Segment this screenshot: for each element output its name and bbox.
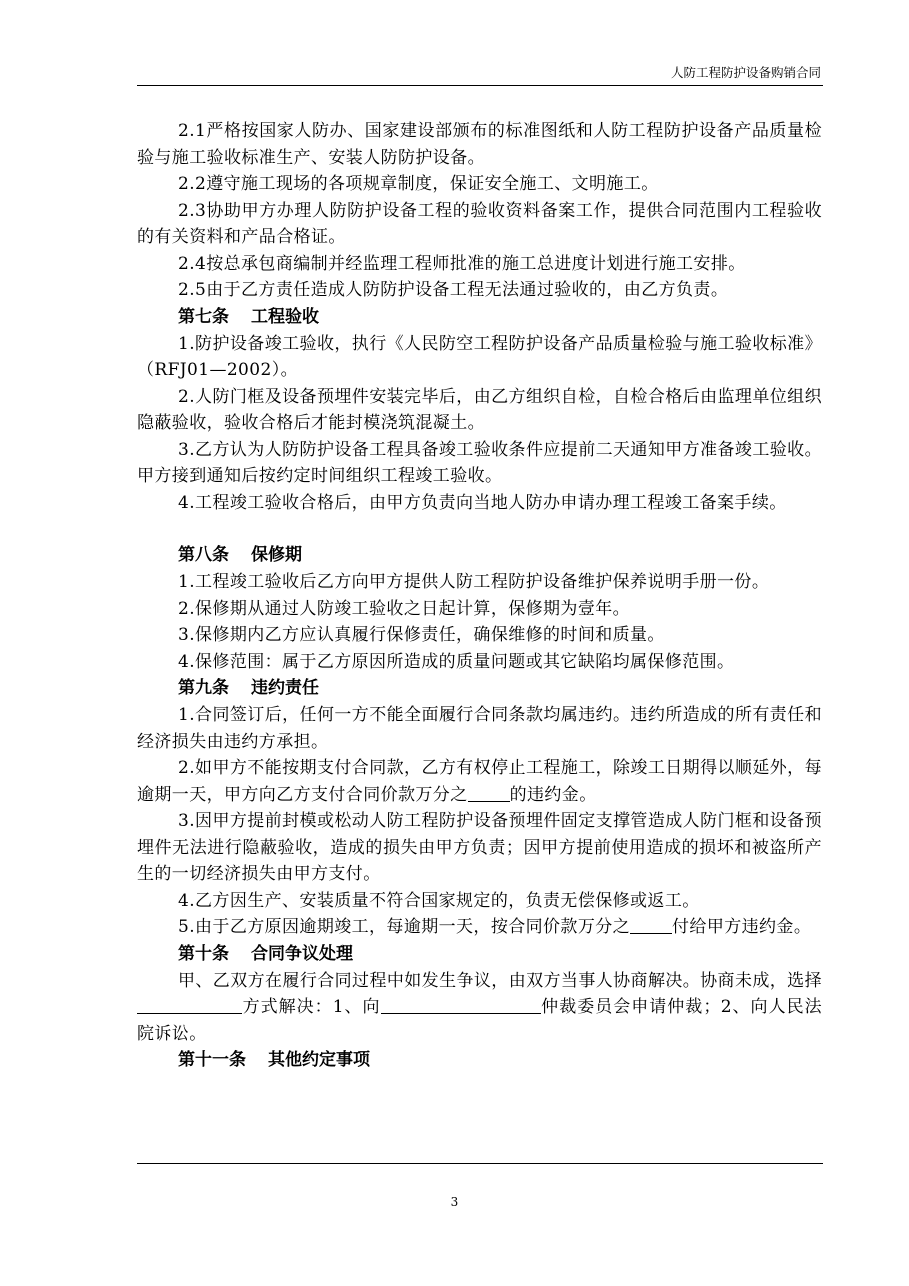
header-title: 人防工程防护设备购销合同 (670, 65, 821, 80)
article-9-item-5-text-b: 付给甲方违约金。 (672, 917, 812, 937)
penalty-rate-blank[interactable] (468, 784, 510, 802)
article-8-number: 第八条 (178, 545, 229, 565)
article-11-heading (137, 1047, 822, 1074)
article-7-item-1: 1.防护设备竣工验收，执行《人民防空工程防护设备产品质量检验与施工验收标准》（RFJ01—2002）。 (137, 333, 822, 380)
article-8-heading (137, 542, 822, 569)
article-7-item-3: 3.乙方认为人防防护设备工程具备竣工验收条件应提前二天通知甲方准备竣工验收。甲方接到通知后按约定时间组织工程竣工验收。 (137, 439, 822, 486)
article-9-item-4: 4.乙方因生产、安装质量不符合国家规定的，负责无偿保修或返工。 (178, 890, 700, 911)
resolution-method-blank[interactable] (137, 996, 242, 1014)
delay-penalty-blank[interactable] (630, 916, 672, 934)
article-10-text-c: 仲裁委员会申请仲裁；2、向人民法院诉讼。 (137, 997, 823, 1044)
article-7-number: 第七条 (178, 306, 229, 327)
article-9-title: 违约责任 (251, 678, 319, 698)
clause-2-4: 2.4按总承包商编制并经监理工程师批准的施工总进度计划进行施工安排。 (178, 253, 746, 274)
article-7-item-4: 4.工程竣工验收合格后，由甲方负责向当地人防办申请办理工程竣工备案手续。 (178, 492, 787, 513)
article-10-text-a: 甲、乙双方在履行合同过程中如发生争议，由双方当事人协商解决。协商未成，选择 (178, 970, 822, 991)
clause-2-5: 2.5由于乙方责任造成人防防护设备工程无法通过验收的，由乙方负责。 (178, 280, 729, 300)
article-9-item-5 (137, 914, 822, 941)
article-7-title: 工程验收 (251, 306, 319, 327)
article-9-item-2-text-a: 2.如甲方不能按期支付合同款，乙方有权停止工程施工，除竣工日期得以顺延外，每逾期一天，甲方向乙方支付合同价款万分之 (137, 758, 822, 805)
clause-2-1: 2.1严格按国家人防办、国家建设部颁布的标准图纸和人防工程防护设备产品质量检验与施工验收标准生产、安装人防防护设备。 (137, 121, 822, 168)
article-10-heading (137, 941, 822, 968)
article-9-item-2 (137, 755, 822, 808)
article-11-title: 其他约定事项 (268, 1050, 370, 1070)
article-8-item-1: 1.工程竣工验收后乙方向甲方提供人防工程防护设备维护保养说明手册一份。 (178, 572, 770, 592)
footer-rule (137, 1163, 823, 1164)
article-8-title: 保修期 (251, 545, 302, 565)
arbitration-committee-blank[interactable] (381, 996, 541, 1014)
article-8-item-3: 3.保修期内乙方应认真履行保修责任，确保维修的时间和质量。 (178, 625, 665, 645)
article-9-item-3: 3.因甲方提前封模或松动人防工程防护设备预埋件固定支撑管造成人防门框和设备预埋件无法进行隐蔽验收，造成的损失由甲方负责；因甲方提前使用造成的损坏和被盗所产生的一切经济损失由甲方支付。 (137, 811, 822, 884)
article-10-number: 第十条 (178, 943, 229, 964)
article-9-item-1: 1.合同签订后，任何一方不能全面履行合同条款均属违约。违约所造成的所有责任和经济损失由违约方承担。 (137, 705, 822, 752)
article-8-item-4: 4.保修范围：属于乙方原因所造成的质量问题或其它缺陷均属保修范围。 (178, 651, 735, 672)
header-rule (137, 85, 823, 86)
article-9-item-2-text-b: 的违约金。 (509, 784, 597, 805)
contract-body (137, 118, 822, 1074)
article-9-heading (137, 675, 822, 702)
article-10-text-b: 方式解决：1、向 (242, 997, 381, 1017)
article-10-item-1 (137, 968, 822, 1048)
article-8-item-2: 2.保修期从通过人防竣工验收之日起计算，保修期为壹年。 (178, 598, 631, 619)
clause-2-2: 2.2遵守施工现场的各项规章制度，保证安全施工、文明施工。 (178, 174, 659, 194)
article-11-number: 第十一条 (178, 1050, 246, 1070)
article-10-title: 合同争议处理 (251, 943, 353, 964)
article-9-number: 第九条 (178, 678, 229, 698)
clause-2-3: 2.3协助甲方办理人防防护设备工程的验收资料备案工作，提供合同范围内工程验收的有关资料和产品合格证。 (137, 200, 822, 247)
article-7-item-2: 2.人防门框及设备预埋件安装完毕后，由乙方组织自检，自检合格后由监理单位组织隐蔽验收，验收合格后才能封模浇筑混凝土。 (137, 386, 822, 433)
article-7-heading (137, 304, 822, 331)
page-number: 3 (450, 1195, 459, 1209)
article-9-item-5-text-a: 5.由于乙方原因逾期竣工，每逾期一天，按合同价款万分之 (178, 917, 631, 937)
